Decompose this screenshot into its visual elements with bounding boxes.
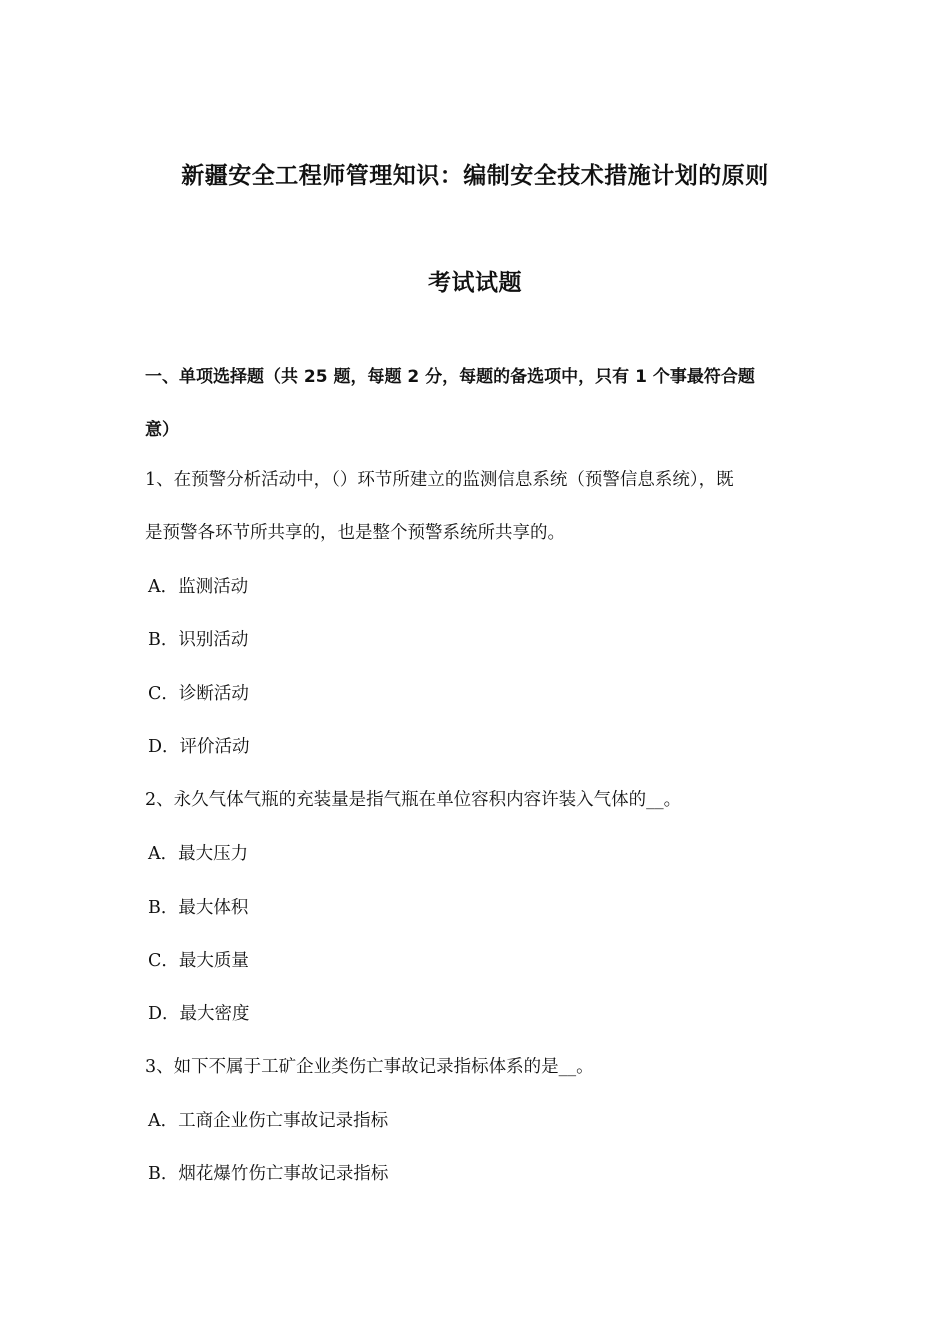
document-title-line-2: 考试试题	[428, 270, 522, 296]
question-2-option-d: D．最大密度	[148, 1004, 250, 1024]
question-2-option-c: C．最大质量	[148, 951, 249, 971]
question-1-option-b: B．识别活动	[148, 630, 249, 650]
question-2-text-line-1: 2、永久气体气瓶的充装量是指气瓶在单位容积内容许装入气体的__。	[145, 790, 682, 810]
question-1-text-line-2: 是预警各环节所共享的，也是整个预警系统所共享的。	[145, 523, 565, 543]
question-1-option-d: D．评价活动	[148, 737, 250, 757]
question-3-text-line-1: 3、如下不属于工矿企业类伤亡事故记录指标体系的是__。	[145, 1057, 594, 1077]
question-3-option-a: A．工商企业伤亡事故记录指标	[148, 1111, 389, 1131]
question-2-option-b: B．最大体积	[148, 898, 249, 918]
question-3-option-b: B．烟花爆竹伤亡事故记录指标	[148, 1164, 389, 1184]
section-heading-line-1: 一、单项选择题（共 25 题，每题 2 分，每题的备选项中，只有 1 个事最符合题	[145, 367, 755, 387]
question-1-option-a: A．监测活动	[148, 577, 249, 597]
section-heading-line-2: 意）	[145, 420, 179, 440]
question-2-option-a: A．最大压力	[148, 844, 249, 864]
question-1-text-line-1: 1、在预警分析活动中，（）环节所建立的监测信息系统（预警信息系统），既	[145, 470, 734, 490]
question-1-option-c: C．诊断活动	[148, 684, 249, 704]
document-title-line-1: 新疆安全工程师管理知识：编制安全技术措施计划的原则	[181, 163, 769, 189]
